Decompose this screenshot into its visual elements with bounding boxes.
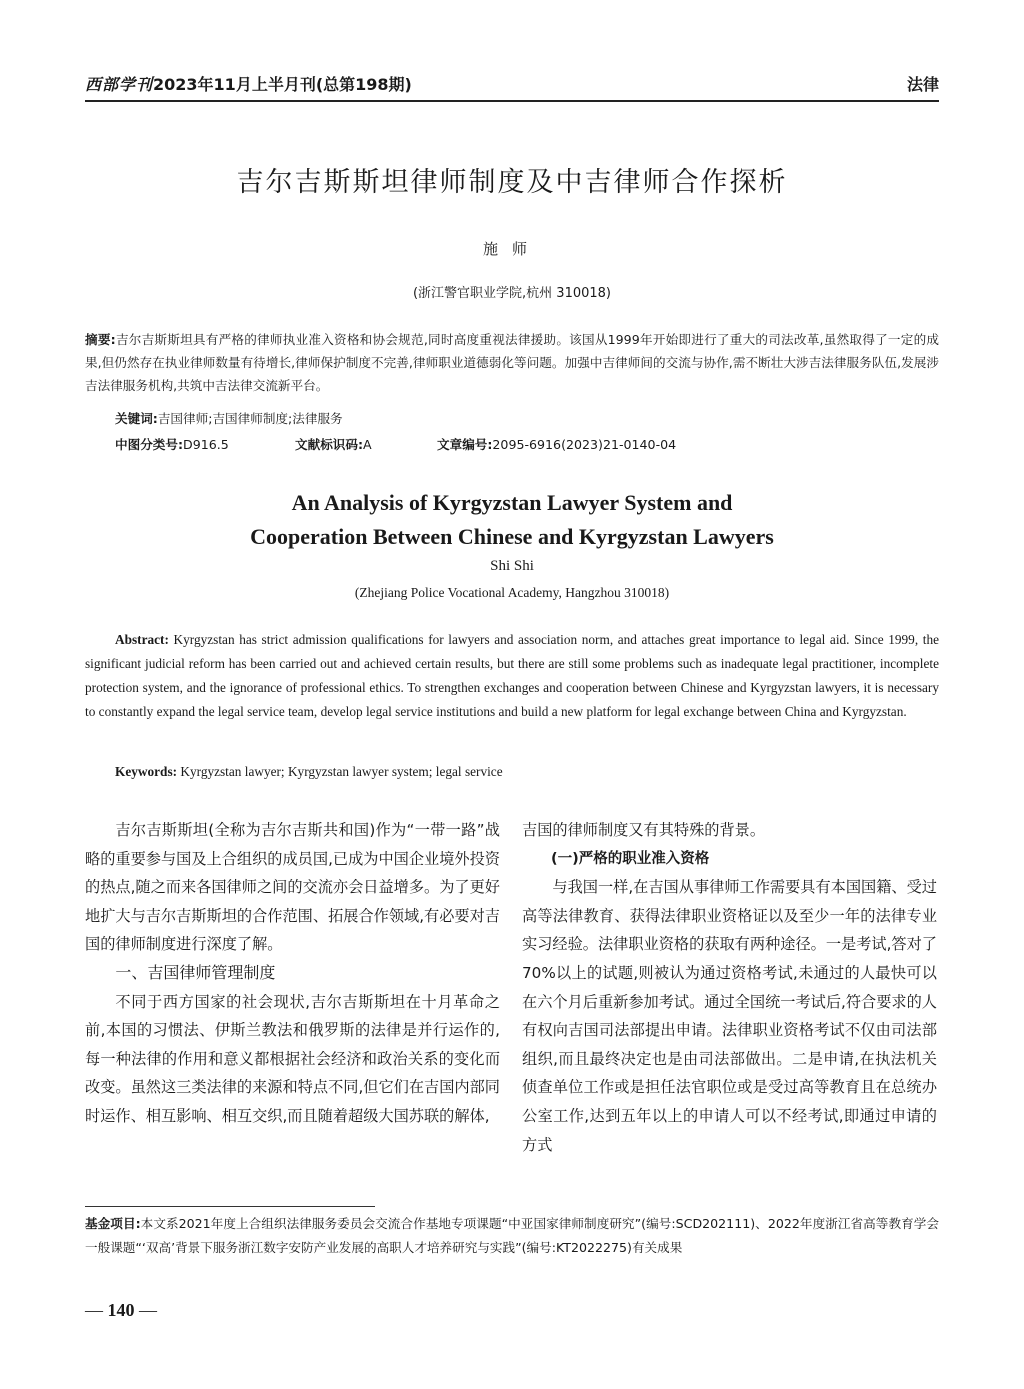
body-column-right bbox=[522, 816, 937, 1159]
keywords-cn bbox=[115, 408, 343, 427]
author-name-en: Shi Shi bbox=[490, 558, 534, 574]
affiliation-cn: (浙江警官职业学院,杭州 310018) bbox=[412, 286, 612, 301]
clc-number: 中图分类号:D916.5 bbox=[115, 437, 229, 452]
body-paragraph: 不同于西方国家的社会现状,吉尔吉斯斯坦在十月革命之前,本国的习惯法、伊斯兰教法和俄罗斯的法律是并行运作的,每一种法律的作用和意义都根据社会经济和政治关系的变化而改变。虽然这三类法律的来源和特点不同,但它们在吉国内部同时运作、相互影响、相互交织,而且随着超级大国苏联的解体, bbox=[85, 992, 500, 1125]
article-number: 文章编号:2095-6916(2023)21-0140-04 bbox=[437, 437, 677, 452]
journal-issue bbox=[85, 72, 412, 95]
footnote-divider bbox=[85, 1206, 375, 1207]
title-en-line-1: An Analysis of Kyrgyzstan Lawyer System and bbox=[291, 490, 733, 515]
funding-footnote bbox=[85, 1212, 939, 1260]
body-column-left bbox=[85, 816, 500, 1131]
title-en-line-2: Cooperation Between Chinese and Kyrgyzstan Lawyers bbox=[250, 524, 774, 549]
footnote-text: 本文系2021年度上合组织法律服务委员会交流合作基地专项课题“中亚国家律师制度研究”(编号:SCD202111)、2022年度浙江省高等教育学会一般课题“‘双高’背景下服务浙江数字安防产业发展的高职人才培养研究与实践”(编号:KT2022275)有关成果 bbox=[85, 1216, 939, 1255]
keywords-cn-text: 吉国律师;吉国律师制度;法律服务 bbox=[157, 411, 343, 426]
running-header bbox=[85, 70, 939, 102]
keywords-cn-label: 关键词: bbox=[115, 411, 158, 426]
article-title-cn: 吉尔吉斯斯坦律师制度及中吉律师合作探析 bbox=[236, 167, 788, 198]
abstract-en-text: Kyrgyzstan has strict admission qualifications for lawyers and association norm, and attaches great importance to legal aid. Since 1999, the significant judicial reform has been carried out and achieved certain results, but there are still some problems such as inadequate legal practitioner, incomplete protection system, and the ignorance of professional ethics. To strengthen exchanges and cooperation between Chinese and Kyrgyzstan lawyers, it is necessary to constantly expand the legal service team, develop legal service institutions and build a new platform for legal exchange between China and Kyrgyzstan. bbox=[85, 632, 940, 719]
article-title-en bbox=[0, 486, 1024, 554]
subsection-heading: (一)严格的职业准入资格 bbox=[551, 850, 710, 867]
body-paragraph: 吉尔吉斯斯坦(全称为吉尔吉斯共和国)作为“一带一路”战略的重要参与国及上合组织的成员国,已成为中国企业境外投资的热点,随之而来各国律师之间的交流亦会日益增多。为了更好地扩大与吉尔吉斯斯坦的合作范围、拓展合作领域,有必要对吉国的律师制度进行深度了解。 bbox=[85, 821, 500, 954]
body-paragraph: 与我国一样,在吉国从事律师工作需要具有本国国籍、受过高等法律教育、获得法律职业资格证以及至少一年的法律专业实习经验。法律职业资格的获取有两种途径。一是考试,答对了70%以上的试题,则被认为通过资格考试,未通过的人最快可以在六个月后重新参加考试。通过全国统一考试后,符合要求的人有权向吉国司法部提出申请。法律职业资格考试不仅由司法部组织,而且最终决定也是由司法部做出。二是申请,在执法机关侦查单位工作或是担任法官职位或是受过高等教育且在总统办公室工作,达到五年以上的申请人可以不经考试,即通过申请的方式 bbox=[522, 878, 937, 1154]
abstract-cn bbox=[85, 328, 939, 397]
page-number: — 140 — bbox=[85, 1300, 157, 1320]
affiliation-en: (Zhejiang Police Vocational Academy, Hangzhou 310018) bbox=[354, 585, 670, 600]
abstract-cn-label: 摘要: bbox=[85, 332, 116, 347]
abstract-en-label: Abstract: bbox=[115, 632, 169, 647]
author-name-cn: 施师 bbox=[482, 240, 541, 258]
issue-label: 2023年11月上半月刊(总第198期) bbox=[153, 75, 412, 94]
section-label: 法律 bbox=[906, 75, 939, 94]
document-code: 文献标识码:A bbox=[295, 437, 372, 452]
keywords-en-text: Kyrgyzstan lawyer; Kyrgyzstan lawyer system; legal service bbox=[180, 764, 503, 779]
abstract-en bbox=[85, 628, 939, 724]
keywords-en bbox=[115, 764, 503, 780]
footnote-label: 基金项目: bbox=[85, 1216, 141, 1231]
body-paragraph: 吉国的律师制度又有其特殊的背景。 bbox=[522, 821, 765, 839]
journal-logo: 西部学刊 bbox=[85, 75, 154, 94]
keywords-en-label: Keywords: bbox=[115, 764, 178, 779]
abstract-cn-text: 吉尔吉斯斯坦具有严格的律师执业准入资格和协会规范,同时高度重视法律援助。该国从1999年开始即进行了重大的司法改革,虽然取得了一定的成果,但仍然存在执业律师数量有待增长,律师保护制度不完善,律师职业道德弱化等问题。加强中吉律师间的交流与协作,需不断壮大涉吉法律服务队伍,发展涉吉法律服务机构,共筑中吉法律交流新平台。 bbox=[85, 332, 939, 393]
section-heading: 一、吉国律师管理制度 bbox=[115, 962, 276, 982]
classification-row bbox=[115, 434, 935, 454]
